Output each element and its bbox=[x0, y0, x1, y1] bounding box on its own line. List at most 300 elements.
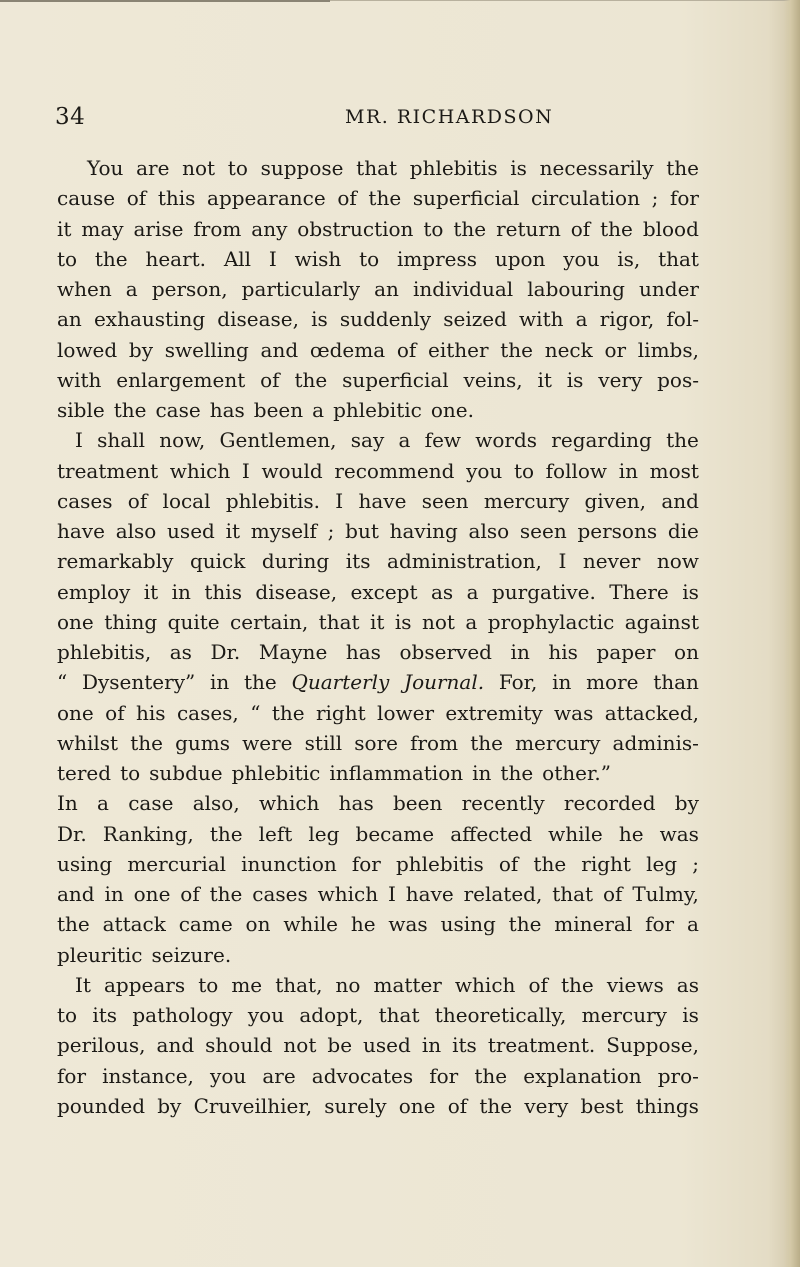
word: quite bbox=[167, 609, 220, 634]
word: adopt, bbox=[299, 1003, 364, 1027]
word: inflammation bbox=[329, 761, 464, 785]
word: has bbox=[209, 398, 245, 422]
word: a bbox=[398, 428, 411, 453]
word: best bbox=[580, 1093, 624, 1118]
word: Quarterly bbox=[291, 670, 390, 695]
word: person, bbox=[151, 277, 228, 301]
word: mercury bbox=[581, 1003, 667, 1027]
word: Dr. bbox=[210, 640, 241, 664]
word: in bbox=[104, 882, 124, 906]
word: more bbox=[586, 670, 639, 695]
word: is bbox=[566, 367, 584, 392]
word: became bbox=[355, 821, 435, 846]
word: by bbox=[674, 791, 699, 816]
word: a bbox=[466, 579, 479, 604]
word: in bbox=[209, 670, 230, 695]
word: the bbox=[368, 186, 402, 211]
word: sore bbox=[354, 730, 398, 755]
word: phlebitic bbox=[231, 761, 321, 785]
word: the bbox=[508, 912, 542, 937]
text-line bbox=[57, 183, 699, 213]
word: mercury bbox=[515, 730, 601, 755]
word: of bbox=[180, 882, 200, 906]
text-line bbox=[57, 970, 699, 1000]
word: of bbox=[498, 851, 519, 876]
text-line bbox=[57, 788, 699, 818]
word: Cruveilhier, bbox=[193, 1093, 313, 1118]
word: while bbox=[548, 821, 603, 846]
word: remarkably bbox=[57, 549, 174, 574]
word: right bbox=[315, 700, 366, 725]
word: of bbox=[127, 488, 148, 513]
word: one bbox=[57, 609, 94, 634]
word: fol- bbox=[666, 307, 699, 332]
word: employ bbox=[57, 579, 131, 604]
word: things bbox=[635, 1093, 699, 1118]
word: the bbox=[500, 337, 534, 362]
word: he bbox=[618, 821, 644, 846]
text-line bbox=[57, 758, 699, 788]
word: appears bbox=[104, 972, 186, 997]
word: upon bbox=[494, 246, 546, 271]
text-line bbox=[57, 395, 699, 425]
word: is bbox=[394, 609, 412, 634]
word: which bbox=[258, 791, 320, 816]
word: of bbox=[105, 700, 125, 725]
word: on bbox=[245, 912, 271, 937]
word: its bbox=[345, 549, 371, 574]
word: of bbox=[602, 882, 623, 906]
text-line bbox=[57, 244, 699, 274]
word: it bbox=[370, 609, 385, 634]
word: a bbox=[465, 609, 478, 634]
word: either bbox=[428, 337, 489, 362]
word: heart. bbox=[145, 246, 207, 271]
word: regarding bbox=[551, 428, 652, 453]
word: instance, bbox=[102, 1063, 194, 1088]
text-line bbox=[57, 1061, 699, 1091]
word: a bbox=[125, 277, 138, 301]
word: seizure. bbox=[151, 942, 232, 967]
word: mineral bbox=[554, 912, 633, 937]
word: There bbox=[609, 579, 669, 604]
word: was bbox=[554, 700, 594, 725]
word: quick bbox=[189, 549, 246, 574]
word: disease, bbox=[217, 307, 299, 332]
word: necessarily bbox=[539, 156, 654, 180]
word: extremity bbox=[445, 700, 543, 725]
text-line bbox=[57, 335, 699, 365]
word: follow bbox=[545, 458, 608, 483]
body-text bbox=[57, 153, 699, 1121]
page-binding-edge bbox=[784, 0, 800, 1267]
word: that bbox=[552, 882, 594, 906]
word: persons bbox=[577, 519, 658, 543]
word: were bbox=[242, 730, 293, 755]
word: also bbox=[115, 519, 157, 543]
word: circulation bbox=[531, 186, 640, 211]
word: arise bbox=[133, 216, 184, 241]
word: lower bbox=[377, 700, 434, 725]
word: the bbox=[533, 851, 567, 876]
word: on bbox=[674, 640, 699, 664]
word: the bbox=[560, 972, 594, 997]
word: very bbox=[598, 367, 643, 392]
word: seen bbox=[421, 488, 469, 513]
word: inunction bbox=[241, 851, 337, 876]
word: thing bbox=[104, 609, 158, 634]
word: phlebitis bbox=[409, 156, 498, 180]
word: while bbox=[283, 912, 338, 937]
text-line bbox=[57, 214, 699, 244]
word: to bbox=[57, 246, 78, 271]
word: also, bbox=[192, 791, 240, 816]
word: his bbox=[136, 700, 166, 725]
word: tered bbox=[57, 761, 112, 785]
word: from bbox=[193, 216, 242, 241]
word: I bbox=[558, 549, 567, 574]
word: from bbox=[410, 730, 459, 755]
word: given, bbox=[584, 488, 647, 513]
word: few bbox=[424, 428, 462, 453]
word: case bbox=[155, 398, 201, 422]
word: pounded bbox=[57, 1093, 146, 1118]
word: leg bbox=[308, 821, 340, 846]
word: pleuritic bbox=[57, 942, 143, 967]
word: in bbox=[618, 458, 638, 483]
text-line bbox=[57, 153, 699, 183]
word: the bbox=[479, 1093, 513, 1118]
page-number: 34 bbox=[55, 104, 86, 130]
word: suddenly bbox=[339, 307, 432, 332]
word: the bbox=[94, 246, 128, 271]
word: one bbox=[133, 882, 171, 906]
text-line bbox=[57, 1030, 699, 1060]
word: Suppose, bbox=[606, 1033, 699, 1058]
page-header bbox=[55, 104, 735, 134]
word: attack bbox=[102, 912, 166, 937]
word: a bbox=[312, 398, 325, 422]
word: for bbox=[645, 912, 675, 937]
word: ; bbox=[692, 851, 699, 876]
word: it bbox=[537, 367, 552, 392]
word: seized bbox=[443, 307, 507, 332]
word: In bbox=[57, 791, 78, 816]
word: to bbox=[120, 761, 141, 785]
word: it bbox=[57, 216, 72, 241]
word: the bbox=[57, 912, 90, 937]
word: is bbox=[682, 579, 699, 604]
word: is, bbox=[617, 246, 641, 271]
word: the bbox=[474, 1063, 508, 1088]
word: disease, bbox=[255, 579, 338, 604]
word: phlebitis, bbox=[57, 640, 152, 664]
word: shall bbox=[97, 428, 146, 453]
word: For, bbox=[498, 670, 538, 695]
word: perilous, bbox=[57, 1033, 146, 1058]
word: gums bbox=[175, 730, 231, 755]
word: not bbox=[421, 609, 455, 634]
text-line bbox=[57, 667, 699, 697]
word: cases, bbox=[176, 700, 239, 725]
word: words bbox=[475, 428, 538, 453]
word: recommend bbox=[334, 458, 455, 483]
word: Gentlemen, bbox=[219, 428, 337, 453]
word: should bbox=[205, 1033, 273, 1058]
word: return bbox=[496, 216, 561, 241]
word: still bbox=[304, 730, 343, 755]
word: enlargement bbox=[116, 367, 246, 392]
word: you bbox=[247, 1003, 285, 1027]
word: right bbox=[581, 851, 631, 876]
word: explanation bbox=[523, 1063, 642, 1088]
text-line bbox=[57, 607, 699, 637]
word: has bbox=[338, 791, 374, 816]
word: the bbox=[500, 761, 534, 785]
word: been bbox=[393, 791, 443, 816]
word: local bbox=[162, 488, 211, 513]
word: neck bbox=[544, 337, 593, 362]
word: limbs, bbox=[637, 337, 699, 362]
word: very bbox=[524, 1093, 569, 1118]
word: may bbox=[81, 216, 124, 241]
word: came bbox=[178, 912, 233, 937]
word: seen bbox=[519, 519, 567, 543]
word: veins, bbox=[463, 367, 523, 392]
word: as bbox=[676, 972, 699, 997]
word: the bbox=[209, 821, 243, 846]
word: it bbox=[143, 579, 159, 604]
word: of bbox=[528, 972, 548, 997]
word: of bbox=[447, 1093, 468, 1118]
word: recorded bbox=[563, 791, 656, 816]
word: one. bbox=[430, 398, 474, 422]
word: not bbox=[182, 156, 216, 180]
word: its bbox=[452, 1033, 477, 1058]
word: that bbox=[378, 1003, 420, 1027]
word: sible bbox=[57, 398, 105, 422]
word: of bbox=[126, 186, 147, 211]
text-line bbox=[57, 365, 699, 395]
word: and bbox=[156, 1033, 195, 1058]
word: leg bbox=[646, 851, 678, 876]
word: its bbox=[92, 1003, 118, 1027]
word: particularly bbox=[241, 277, 361, 301]
word: against bbox=[624, 609, 699, 634]
word: would bbox=[261, 458, 323, 483]
word: one bbox=[57, 700, 94, 725]
word: which bbox=[169, 458, 231, 483]
word: theoretically, bbox=[434, 1003, 567, 1027]
word: is bbox=[311, 307, 328, 332]
text-line bbox=[57, 849, 699, 879]
word: affected bbox=[450, 821, 533, 846]
word: Mayne bbox=[258, 640, 328, 664]
word: suppose bbox=[260, 156, 344, 180]
word: been bbox=[253, 398, 304, 422]
word: cause bbox=[57, 186, 116, 211]
word: mercury bbox=[483, 488, 570, 513]
word: now bbox=[656, 549, 699, 574]
word: for bbox=[57, 1063, 87, 1088]
word: are bbox=[262, 1063, 296, 1088]
text-line bbox=[57, 425, 699, 455]
word: I bbox=[268, 246, 277, 271]
word: of bbox=[337, 186, 357, 211]
word: mercurial bbox=[127, 851, 227, 876]
word: the bbox=[600, 216, 633, 241]
word: but bbox=[345, 519, 379, 543]
word: labouring bbox=[527, 277, 625, 301]
word: with bbox=[57, 367, 102, 392]
word: used bbox=[363, 1033, 411, 1058]
word: of bbox=[396, 337, 417, 362]
word: you bbox=[466, 458, 503, 483]
word: have bbox=[358, 488, 407, 513]
word: that bbox=[356, 156, 398, 180]
word: individual bbox=[413, 277, 514, 301]
word: You bbox=[87, 156, 124, 180]
word: phlebitis bbox=[395, 851, 484, 876]
word: purgative. bbox=[491, 579, 596, 604]
word: now, bbox=[159, 428, 206, 453]
word: the bbox=[209, 882, 243, 906]
word: the bbox=[130, 730, 163, 755]
word: when bbox=[57, 277, 112, 301]
word: for bbox=[669, 186, 699, 211]
top-edge-shadow bbox=[0, 0, 330, 2]
word: of bbox=[260, 367, 280, 392]
word: views bbox=[606, 972, 664, 997]
word: ; bbox=[327, 519, 335, 543]
word: case bbox=[128, 791, 174, 816]
word: except bbox=[350, 579, 418, 604]
word: never bbox=[582, 549, 641, 574]
word: swelling bbox=[164, 337, 249, 362]
word: have bbox=[57, 519, 105, 543]
word: cases bbox=[252, 882, 308, 906]
word: ; bbox=[651, 186, 659, 211]
word: other.” bbox=[542, 761, 611, 785]
word: no bbox=[335, 972, 361, 997]
text-line bbox=[57, 879, 699, 909]
word: by bbox=[157, 1093, 182, 1118]
word: as bbox=[430, 579, 454, 604]
word: “ bbox=[250, 700, 261, 725]
word: surely bbox=[324, 1093, 387, 1118]
word: a bbox=[575, 307, 588, 332]
word: say bbox=[350, 428, 385, 453]
text-line bbox=[57, 486, 699, 516]
word: Ranking, bbox=[102, 821, 194, 846]
word: treatment bbox=[57, 458, 159, 483]
word: to bbox=[198, 972, 219, 997]
word: any bbox=[251, 216, 288, 241]
text-line bbox=[57, 274, 699, 304]
word: œdema bbox=[309, 337, 386, 362]
word: myself bbox=[250, 519, 317, 543]
word: blood bbox=[642, 216, 699, 241]
word: using bbox=[440, 912, 496, 937]
text-line bbox=[57, 1000, 699, 1030]
word: I bbox=[241, 458, 250, 483]
word: I bbox=[335, 488, 344, 513]
word: pathology bbox=[132, 1003, 233, 1027]
word: you bbox=[563, 246, 600, 271]
text-line bbox=[57, 456, 699, 486]
word: not bbox=[283, 1033, 317, 1058]
word: is bbox=[682, 1003, 699, 1027]
word: that bbox=[318, 609, 360, 634]
word: treatment. bbox=[487, 1033, 596, 1058]
word: was bbox=[659, 821, 699, 846]
word: that, bbox=[275, 972, 323, 997]
word: appearance bbox=[207, 186, 326, 211]
word: has bbox=[345, 640, 381, 664]
word: a bbox=[97, 791, 109, 816]
word: Dr. bbox=[57, 821, 87, 846]
word: which bbox=[454, 972, 516, 997]
word: observed bbox=[399, 640, 492, 664]
word: are bbox=[136, 156, 170, 180]
text-line bbox=[57, 637, 699, 667]
word: and bbox=[260, 337, 299, 362]
word: of bbox=[570, 216, 591, 241]
word: rigor, bbox=[599, 307, 655, 332]
word: in bbox=[421, 1033, 442, 1058]
word: for bbox=[351, 851, 381, 876]
word: an bbox=[57, 307, 82, 332]
word: have bbox=[405, 882, 454, 906]
word: you bbox=[210, 1063, 247, 1088]
word: lowed bbox=[57, 337, 118, 362]
word: than bbox=[653, 670, 699, 695]
word: the bbox=[294, 367, 328, 392]
word: and bbox=[661, 488, 699, 513]
word: adminis- bbox=[612, 730, 699, 755]
word: used bbox=[167, 519, 215, 543]
word: most bbox=[649, 458, 699, 483]
word: obstruction bbox=[297, 216, 414, 241]
text-line bbox=[57, 516, 699, 546]
word: the bbox=[666, 428, 699, 453]
word: also bbox=[468, 519, 510, 543]
word: advocates bbox=[311, 1063, 414, 1088]
text-line bbox=[57, 728, 699, 758]
word: using bbox=[57, 851, 113, 876]
word: Dysentery” bbox=[81, 670, 196, 695]
word: pos- bbox=[657, 367, 699, 392]
word: exhausting bbox=[93, 307, 206, 332]
word: subdue bbox=[149, 761, 223, 785]
word: during bbox=[261, 549, 330, 574]
word: matter bbox=[373, 972, 442, 997]
word: his bbox=[548, 640, 578, 664]
word: the bbox=[113, 398, 147, 422]
word: me bbox=[231, 972, 263, 997]
word: which bbox=[317, 882, 379, 906]
word: an bbox=[374, 277, 399, 301]
word: the bbox=[243, 670, 277, 695]
word: All bbox=[223, 246, 252, 271]
word: in bbox=[472, 761, 492, 785]
word: whilst bbox=[57, 730, 119, 755]
word: to bbox=[423, 216, 444, 241]
word: it bbox=[225, 519, 241, 543]
text-line bbox=[57, 819, 699, 849]
word: prophylactic bbox=[487, 609, 615, 634]
word: in bbox=[510, 640, 530, 664]
